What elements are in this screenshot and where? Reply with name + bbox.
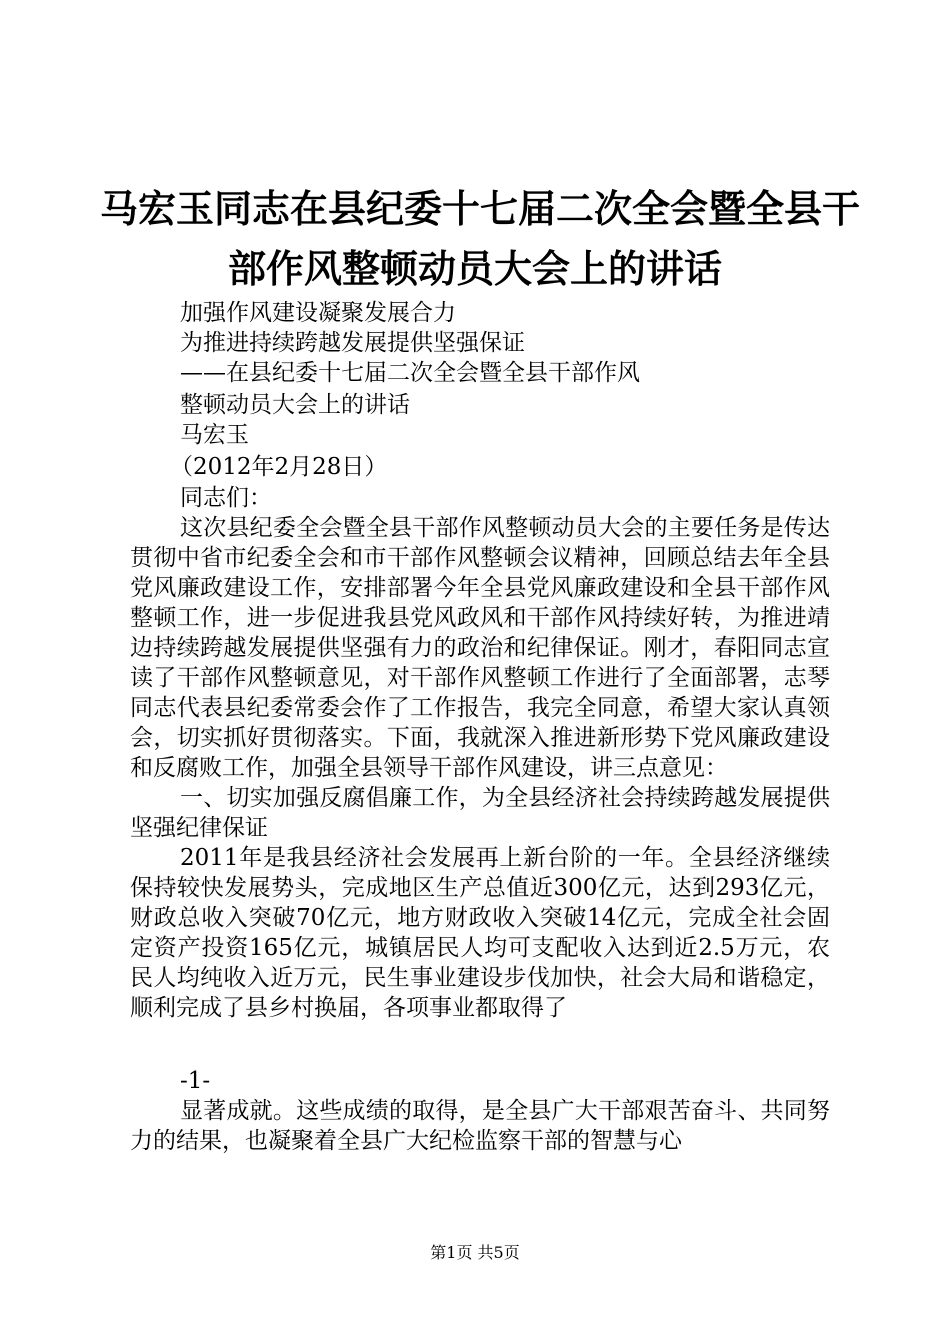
body-section-2 bbox=[130, 1096, 830, 1156]
speech-title-line-2: 为推进持续跨越发展提供坚强保证 bbox=[180, 330, 525, 356]
salutation: 同志们： bbox=[180, 485, 272, 511]
speech-title-line-1: 加强作风建设凝聚发展合力 bbox=[180, 300, 456, 326]
body-section-1 bbox=[130, 513, 830, 1023]
document-title-line-1: 马宏玉同志在县纪委十七届二次全会暨全县干 bbox=[100, 187, 861, 231]
page-footer: 第1页 共5页 bbox=[430, 1243, 520, 1262]
speech-date: （2012年2月28日） bbox=[170, 454, 388, 480]
page-marker: -1- bbox=[180, 1068, 211, 1094]
paragraph-achievements: 2011年是我县经济社会发展再上新台阶的一年。全县经济继续保持较快发展势头，完成地区生产总值近300亿元，达到293亿元，财政总收入突破70亿元，地方财政收入突破14亿元，完成全社会固定资产投资165亿元，城镇居民人均可支配收入达到近2.5万元，农民人均纯收入近万元，民生事业建设步伐加快，社会大局和谐稳定，顺利完成了县乡村换届，各项事业都取得了 bbox=[130, 845, 830, 1021]
paragraph-intro: 这次县纪委全会暨全县干部作风整顿动员大会的主要任务是传达贯彻中省市纪委全会和市干部作风整顿会议精神，回顾总结去年全县党风廉政建设工作，安排部署今年全县党风廉政建设和全县干部作风整顿工作，进一步促进我县党风政风和干部作风持续好转，为推进靖边持续跨越发展提供坚强有力的政治和纪律保证。刚才，春阳同志宣读了干部作风整顿意见，对干部作风整顿工作进行了全面部署，志琴同志代表县纪委常委会作了工作报告，我完全同意，希望大家认真领会，切实抓好贯彻落实。下面，我就深入推进新形势下党风廉政建设和反腐败工作，加强全县领导干部作风建设，讲三点意见： bbox=[130, 515, 830, 781]
paragraph-continued: 显著成就。这些成绩的取得，是全县广大干部艰苦奋斗、共同努力的结果，也凝聚着全县广大纪检监察干部的智慧与心 bbox=[130, 1098, 830, 1154]
section-heading-1: 一、切实加强反腐倡廉工作，为全县经济社会持续跨越发展提供坚强纪律保证 bbox=[130, 785, 830, 841]
speech-subtitle-line-1: ——在县纪委十七届二次全会暨全县干部作风 bbox=[180, 360, 640, 386]
speaker-name: 马宏玉 bbox=[180, 422, 249, 448]
speech-subtitle-line-2: 整顿动员大会上的讲话 bbox=[180, 392, 410, 418]
document-title-line-2: 部作风整顿动员大会上的讲话 bbox=[227, 247, 722, 291]
